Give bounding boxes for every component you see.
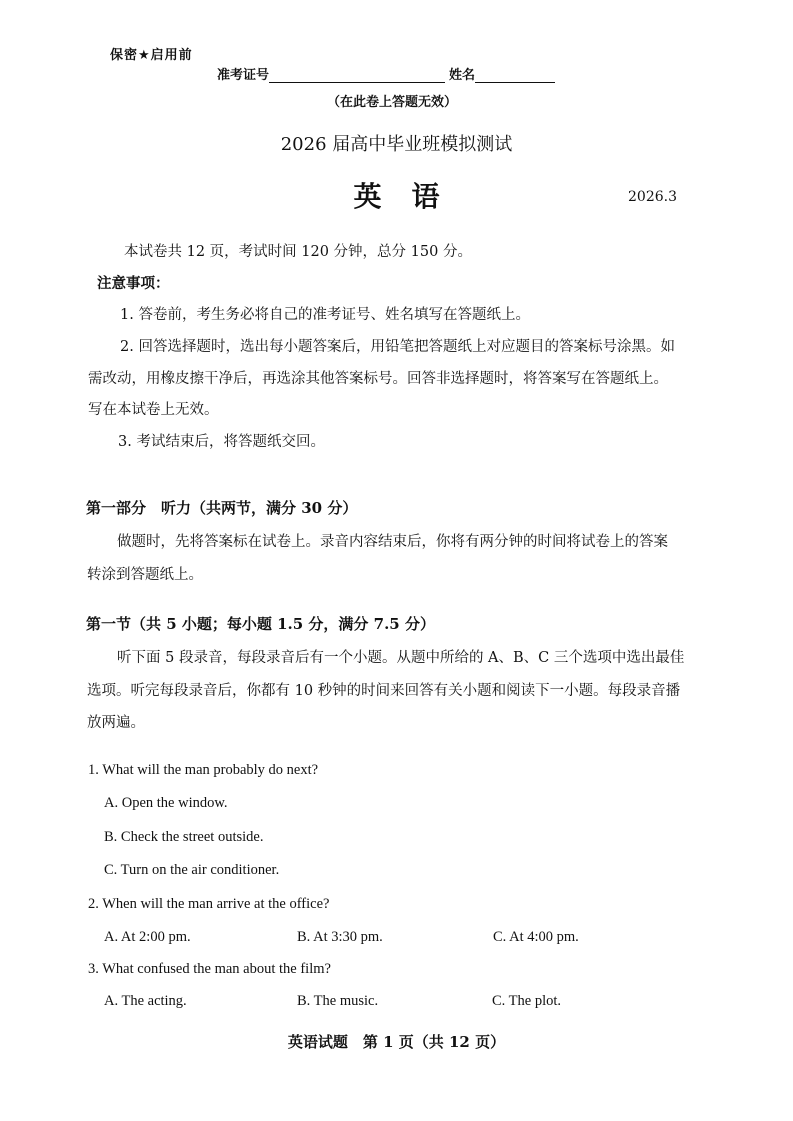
section1-instruction-line-2: 选项。听完每段录音后，你都有 10 秒钟的时间来回答有关小题和阅读下一小题。每段录音播 bbox=[87, 683, 681, 699]
name-blank bbox=[475, 68, 555, 83]
question-1-stem: 1. What will the man probably do next? bbox=[88, 762, 319, 778]
exam-date: 2026.3 bbox=[628, 189, 677, 205]
part1-instruction-line-1: 做题时，先将答案标在试卷上。录音内容结束后，你将有两分钟的时间将试卷上的答案 bbox=[117, 534, 668, 550]
question-1-option-b: B. Check the street outside. bbox=[104, 829, 264, 845]
candidate-info-row bbox=[217, 64, 555, 83]
candidate-id-label: 准考证号 bbox=[217, 68, 270, 83]
notice-item-2-line-1: 2. 回答选择题时，选出每小题答案后，用铅笔把答题纸上对应题目的答案标号涂黑。如 bbox=[120, 339, 675, 355]
section1-heading: 第一节（共 5 小题；每小题 1.5 分，满分 7.5 分） bbox=[86, 615, 435, 633]
section1-instruction-line-3: 放两遍。 bbox=[87, 715, 145, 731]
part1-heading: 第一部分 听力（共两节，满分 30 分） bbox=[86, 499, 358, 517]
question-3-option-a: A. The acting. bbox=[104, 993, 187, 1009]
question-1-option-c: C. Turn on the air conditioner. bbox=[104, 862, 280, 878]
subject-title: 英语 bbox=[353, 180, 470, 213]
question-2-option-b: B. At 3:30 pm. bbox=[297, 929, 383, 945]
question-3-stem: 3. What confused the man about the film? bbox=[88, 961, 331, 977]
question-2-option-c: C. At 4:00 pm. bbox=[493, 929, 579, 945]
candidate-id-blank bbox=[269, 68, 445, 83]
question-2-option-a: A. At 2:00 pm. bbox=[104, 929, 191, 945]
section1-instruction-line-1: 听下面 5 段录音，每段录音后有一个小题。从题中所给的 A、B、C 三个选项中选出最佳 bbox=[117, 650, 685, 666]
notice-item-1: 1. 答卷前，考生务必将自己的准考证号、姓名填写在答题纸上。 bbox=[120, 307, 530, 323]
intro-text: 本试卷共 12 页，考试时间 120 分钟，总分 150 分。 bbox=[124, 244, 472, 260]
page-footer: 英语试题 第 1 页（共 12 页） bbox=[287, 1033, 506, 1051]
notices-heading: 注意事项： bbox=[97, 275, 170, 292]
name-label: 姓名 bbox=[449, 68, 476, 83]
question-2-stem: 2. When will the man arrive at the office? bbox=[88, 896, 330, 912]
answer-invalid-note: （在此卷上答题无效） bbox=[327, 95, 458, 110]
question-3-option-b: B. The music. bbox=[297, 993, 379, 1009]
notice-item-2-line-3: 写在本试卷上无效。 bbox=[88, 402, 219, 418]
notice-item-3: 3. 考试结束后，将答题纸交回。 bbox=[118, 434, 325, 450]
question-1-option-a: A. Open the window. bbox=[104, 795, 228, 811]
notice-item-2-line-2: 需改动，用橡皮擦干净后，再选涂其他答案标号。回答非选择题时，将答案写在答题纸上。 bbox=[88, 371, 668, 387]
exam-title: 2026 届高中毕业班模拟测试 bbox=[280, 134, 513, 155]
question-3-option-c: C. The plot. bbox=[492, 993, 562, 1009]
confidential-label: 保密★启用前 bbox=[110, 48, 193, 63]
part1-instruction-line-2: 转涂到答题纸上。 bbox=[87, 567, 203, 583]
